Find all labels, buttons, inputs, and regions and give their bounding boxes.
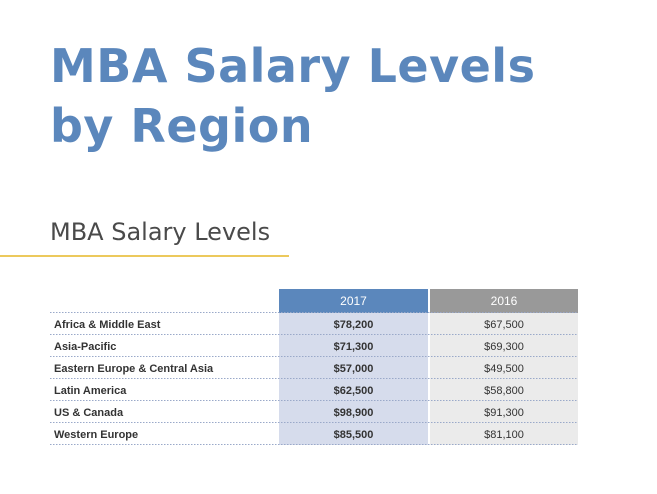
row-label: Eastern Europe & Central Asia xyxy=(54,363,214,375)
value-cell-2016: $81,100 xyxy=(484,429,524,441)
value-cell-2016: $91,300 xyxy=(484,407,524,419)
value-cell-2016: $58,800 xyxy=(484,385,524,397)
column-header-2016: 2016 xyxy=(490,294,518,308)
value-cell-2016: $69,300 xyxy=(484,341,524,353)
value-cell-2017: $57,000 xyxy=(333,363,374,375)
section-title: MBA Salary Levels xyxy=(50,218,271,246)
row-label: Asia-Pacific xyxy=(54,341,117,353)
value-cell-2016: $49,500 xyxy=(484,363,524,375)
row-label: Latin America xyxy=(54,385,127,397)
value-cell-2017: $98,900 xyxy=(333,407,374,419)
value-cell-2017: $85,500 xyxy=(333,429,374,441)
row-label: Western Europe xyxy=(54,429,139,441)
value-cell-2017: $71,300 xyxy=(333,341,374,353)
value-cell-2017: $78,200 xyxy=(333,319,374,331)
value-cell-2016: $67,500 xyxy=(484,319,524,331)
value-cell-2017: $62,500 xyxy=(333,385,374,397)
row-label: US & Canada xyxy=(54,407,124,419)
page-title-line-1: MBA Salary Levels xyxy=(50,39,536,93)
row-label: Africa & Middle East xyxy=(54,319,161,331)
column-header-2017: 2017 xyxy=(340,294,367,308)
page-title-line-2: by Region xyxy=(50,99,314,153)
